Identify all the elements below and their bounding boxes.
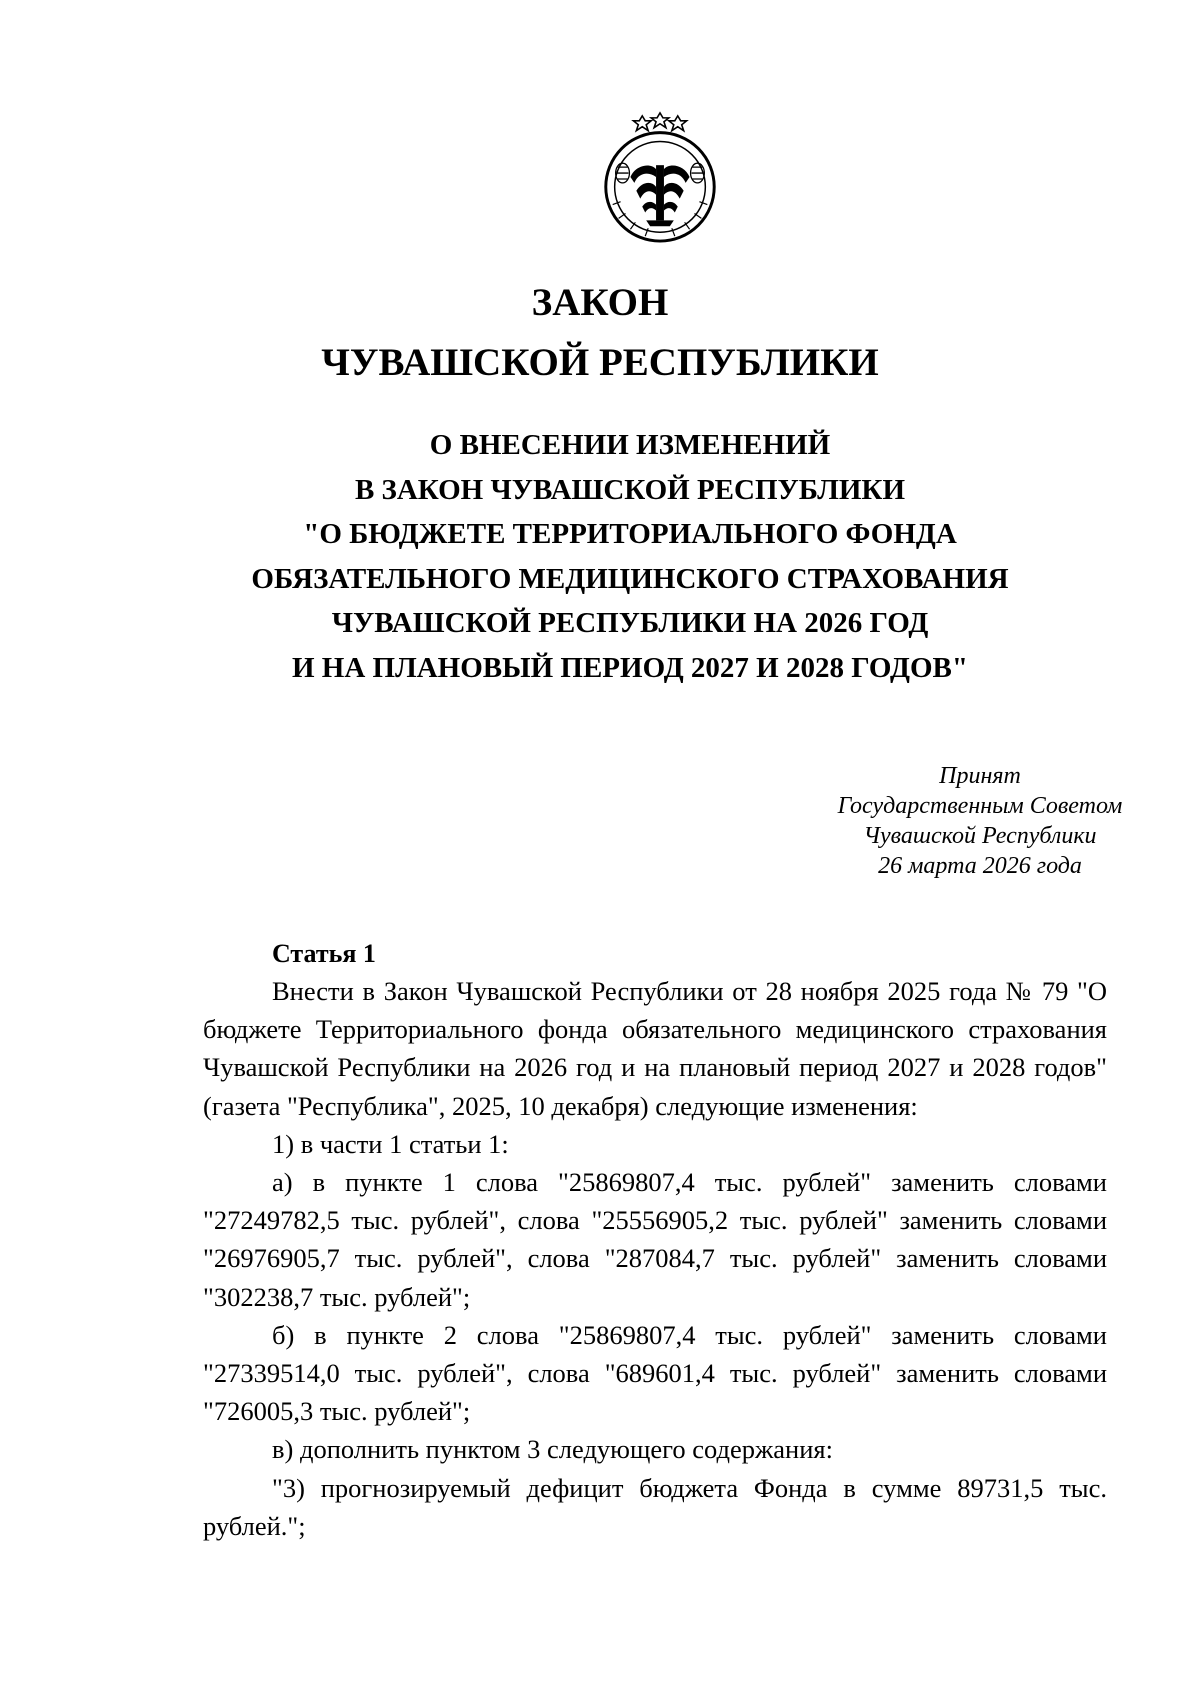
paragraph: Внести в Закон Чувашской Республики от 28 ноября 2025 года № 79 "О бюджете Территориального фонда обязательного медицинского страхования Чувашской Республики на 2026 год и на плановый период 2027 и 2028 годов" (газета "Республика", 2025, 10 декабря) следующие изменения:: [203, 976, 1107, 1121]
paragraph: в) дополнить пунктом 3 следующего содержания:: [272, 1434, 833, 1465]
subject-line: ОБЯЗАТЕЛЬНОГО МЕДИЦИНСКОГО СТРАХОВАНИЯ: [251, 562, 1009, 595]
subject-line: В ЗАКОН ЧУВАШСКОЙ РЕСПУБЛИКИ: [354, 473, 906, 506]
paragraph: б) в пункте 2 слова "25869807,4 тыс. рублей" заменить словами "27339514,0 тыс. рублей", слова "689601,4 тыс. рублей" заменить словами "726005,3 тыс. рублей";: [203, 1319, 1107, 1427]
paragraph: 1) в части 1 статьи 1:: [272, 1128, 509, 1159]
law-title: ЗАКОН: [531, 281, 669, 324]
subject-line: О ВНЕСЕНИИ ИЗМЕНЕНИЙ: [429, 429, 831, 461]
adoption-line: Государственным Советом: [837, 793, 1123, 819]
adoption-line: Принят: [939, 763, 1021, 789]
subject-line: И НА ПЛАНОВЫЙ ПЕРИОД 2027 И 2028 ГОДОВ": [292, 651, 968, 684]
adoption-date: 26 марта 2026 года: [878, 853, 1082, 879]
paragraph: а) в пункте 1 слова "25869807,4 тыс. рублей" заменить словами "27249782,5 тыс. рублей", слова "25556905,2 тыс. рублей" заменить словами "26976905,7 тыс. рублей", слова "287084,7 тыс. рублей" заменить словами "302238,7 тыс. рублей";: [203, 1167, 1107, 1312]
law-subject: [150, 423, 1110, 691]
subject-line: ЧУВАШСКОЙ РЕСПУБЛИКИ НА 2026 ГОД: [331, 607, 929, 640]
subject-line: "О БЮДЖЕТЕ ТЕРРИТОРИАЛЬНОГО ФОНДА: [303, 518, 957, 551]
coat-of-arms-icon: [591, 108, 729, 246]
law-jurisdiction: ЧУВАШСКОЙ РЕСПУБЛИКИ: [321, 341, 879, 384]
article-heading: Статья 1: [272, 939, 376, 968]
adoption-note: [720, 761, 1200, 881]
adoption-line: Чувашской Республики: [863, 823, 1097, 849]
paragraph: "3) прогнозируемый дефицит бюджета Фонда в сумме 89731,5 тыс. рублей.";: [203, 1472, 1107, 1541]
article-body: [203, 972, 1107, 1545]
